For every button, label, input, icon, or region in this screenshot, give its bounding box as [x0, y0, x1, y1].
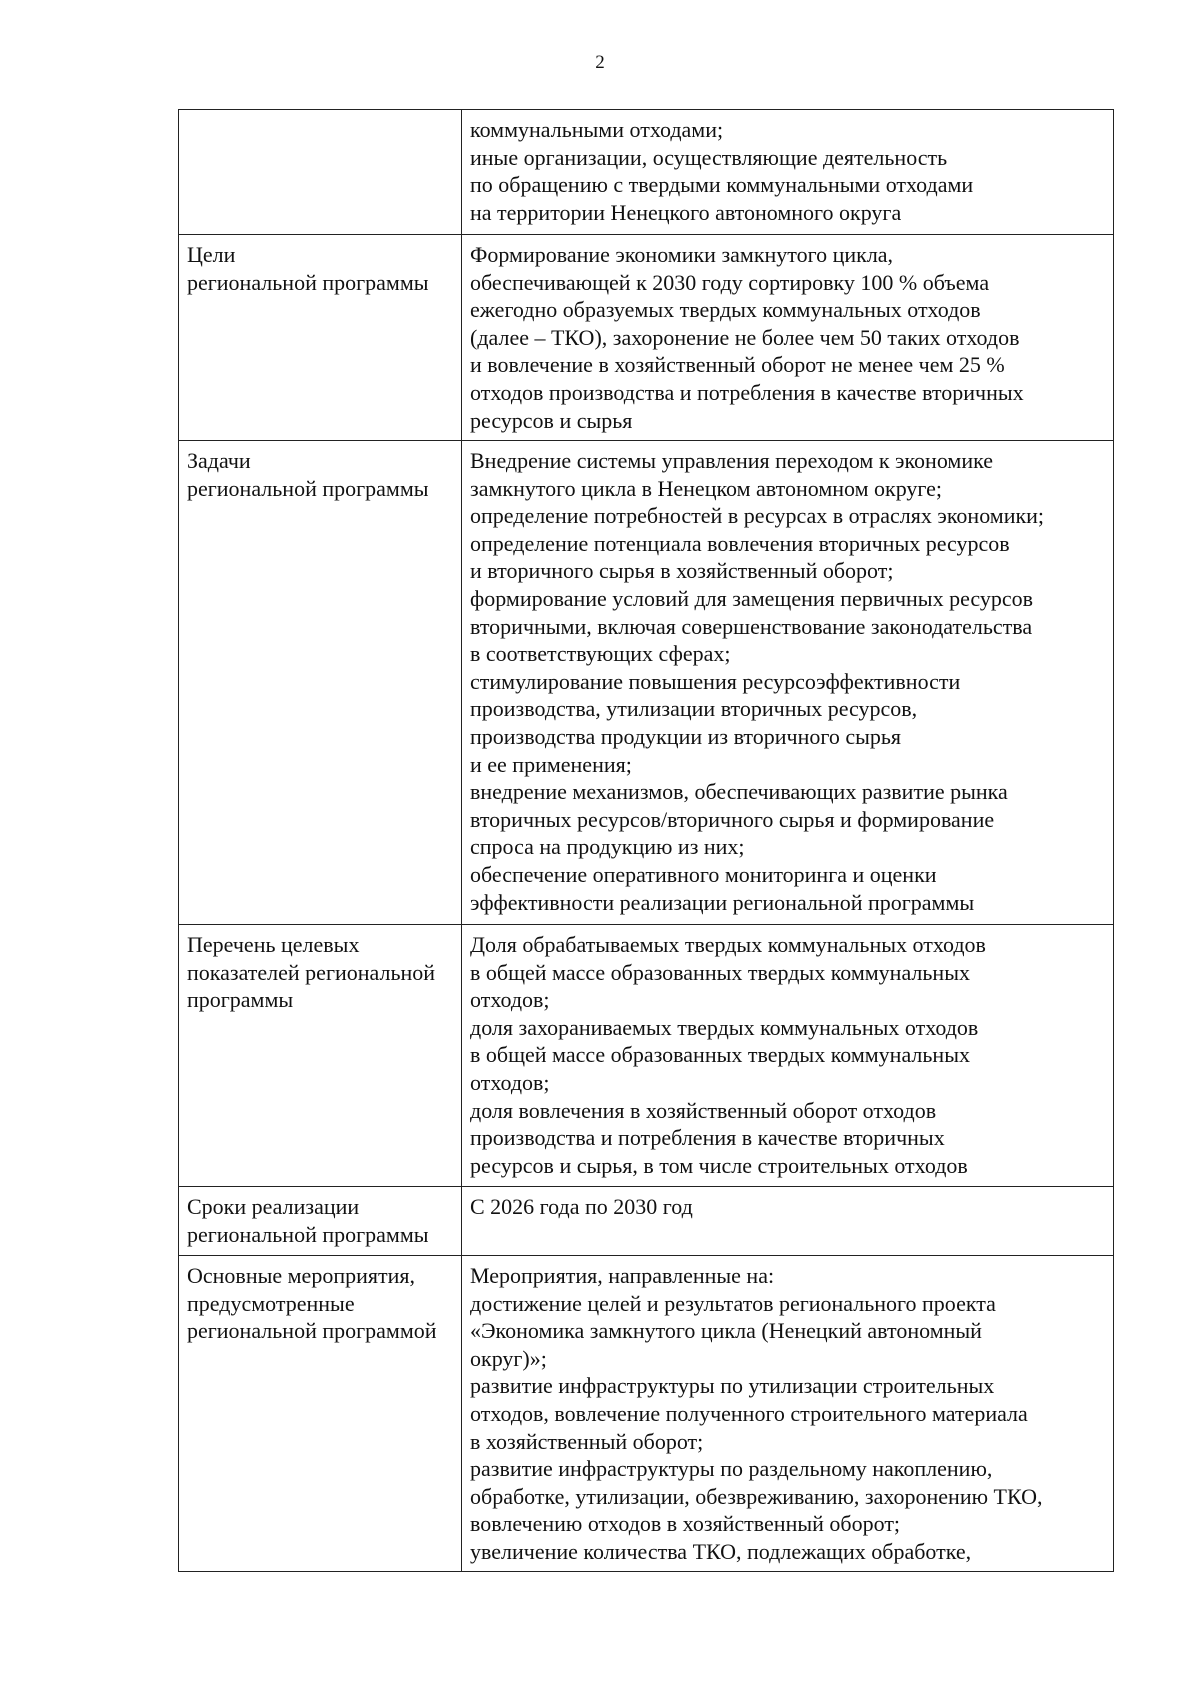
value-line: Внедрение системы управления переходом к экономике	[470, 448, 994, 473]
label-line: региональной программой	[187, 1318, 437, 1344]
value-line: Формирование экономики замкнутого цикла,	[470, 242, 894, 267]
label-line: программы	[187, 987, 294, 1013]
value-line: ресурсов и сырья	[470, 407, 633, 433]
label-line: региональной программы	[187, 1221, 429, 1247]
value-line: замкнутого цикла в Ненецком автономном округе;	[470, 475, 943, 501]
value-line: и ее применения;	[470, 751, 632, 777]
value-line: Доля обрабатываемых твердых коммунальных отходов	[470, 932, 986, 957]
value-line: и вовлечение в хозяйственный оборот не менее чем 25 %	[470, 352, 1005, 378]
value-line: определение потенциала вовлечения вторичных ресурсов	[470, 530, 1010, 556]
value-line: обеспечение оперативного мониторинга и оценки	[470, 861, 937, 887]
table-row	[179, 110, 1114, 235]
value-line: (далее – ТКО), захоронение не более чем 50 таких отходов	[470, 324, 1020, 350]
label-line: Цели	[187, 242, 236, 267]
label-line: предусмотренные	[187, 1290, 355, 1316]
label-line: Задачи	[187, 448, 251, 473]
row-label-cell	[179, 1187, 462, 1256]
row-value-cell	[462, 235, 1114, 441]
value-line: производства и потребления в качестве вторичных	[470, 1125, 945, 1151]
value-line: вторичными, включая совершенствование законодательства	[470, 613, 1033, 639]
row-value-cell	[462, 925, 1114, 1187]
row-label-cell	[179, 235, 462, 441]
row-label-cell	[179, 110, 462, 235]
value-line: и вторичного сырья в хозяйственный оборот;	[470, 558, 894, 584]
label-line: Перечень целевых	[187, 932, 360, 957]
table-row	[179, 1187, 1114, 1256]
page-number: 2	[595, 52, 605, 73]
row-value-cell	[462, 1187, 1114, 1256]
value-line: развитие инфраструктуры по раздельному накоплению,	[470, 1456, 993, 1482]
value-line: ресурсов и сырья, в том числе строительных отходов	[470, 1152, 968, 1178]
row-label-cell	[179, 441, 462, 925]
value-line: округ)»;	[470, 1345, 547, 1371]
value-line: вовлечению отходов в хозяйственный оборот;	[470, 1511, 901, 1537]
value-line: ежегодно образуемых твердых коммунальных отходов	[470, 297, 981, 323]
table-row	[179, 235, 1114, 441]
value-line: отходов, вовлечение полученного строительного материала	[470, 1400, 1028, 1426]
value-line: отходов;	[470, 1069, 550, 1095]
value-line: определение потребностей в ресурсах в отраслях экономики;	[470, 503, 1045, 529]
value-line: в хозяйственный оборот;	[470, 1428, 704, 1454]
label-line: Основные мероприятия,	[187, 1263, 415, 1288]
value-line: формирование условий для замещения первичных ресурсов	[470, 585, 1034, 611]
value-line: производства, утилизации вторичных ресурсов,	[470, 696, 918, 722]
row-label-cell	[179, 925, 462, 1187]
row-label-cell	[179, 1256, 462, 1572]
program-passport-table	[178, 109, 1114, 1572]
value-line: в общей массе образованных твердых коммунальных	[470, 1042, 970, 1068]
row-value-cell	[462, 441, 1114, 925]
value-line: Мероприятия, направленные на:	[470, 1263, 775, 1288]
label-line: Сроки реализации	[187, 1194, 360, 1219]
value-line: отходов;	[470, 987, 550, 1013]
value-line: достижение целей и результатов регионального проекта	[470, 1290, 996, 1316]
label-line: региональной программы	[187, 269, 429, 295]
value-line: стимулирование повышения ресурсоэффективности	[470, 668, 961, 694]
value-line: доля вовлечения в хозяйственный оборот отходов	[470, 1097, 937, 1123]
value-line: «Экономика замкнутого цикла (Ненецкий автономный	[470, 1318, 982, 1344]
value-line: спроса на продукцию из них;	[470, 834, 745, 860]
value-line: иные организации, осуществляющие деятельность	[470, 144, 948, 170]
value-line: в общей массе образованных твердых коммунальных	[470, 959, 970, 985]
value-line: производства продукции из вторичного сырья	[470, 723, 902, 749]
value-line: в соответствующих сферах;	[470, 641, 731, 667]
value-line: коммунальными отходами;	[470, 117, 724, 142]
value-line: на территории Ненецкого автономного округа	[470, 199, 902, 225]
table-row	[179, 925, 1114, 1187]
table-row	[179, 441, 1114, 925]
label-line: показателей региональной	[187, 959, 436, 985]
value-line: по обращению с твердыми коммунальными отходами	[470, 172, 974, 198]
value-line: обработке, утилизации, обезвреживанию, захоронению ТКО,	[470, 1483, 1043, 1509]
value-line: доля захораниваемых твердых коммунальных отходов	[470, 1014, 979, 1040]
value-line: вторичных ресурсов/вторичного сырья и формирование	[470, 806, 995, 832]
row-value-cell	[462, 110, 1114, 235]
label-line: региональной программы	[187, 475, 429, 501]
value-line: обеспечивающей к 2030 году сортировку 100 % объема	[470, 269, 990, 295]
value-line: отходов производства и потребления в качестве вторичных	[470, 379, 1024, 405]
value-line: эффективности реализации региональной программы	[470, 889, 975, 915]
row-value-cell	[462, 1256, 1114, 1572]
value-line: развитие инфраструктуры по утилизации строительных	[470, 1373, 995, 1399]
value-line: увеличение количества ТКО, подлежащих обработке,	[470, 1538, 972, 1564]
value-line: внедрение механизмов, обеспечивающих развитие рынка	[470, 779, 1008, 805]
table-row	[179, 1256, 1114, 1572]
value-line: С 2026 года по 2030 год	[470, 1194, 693, 1219]
